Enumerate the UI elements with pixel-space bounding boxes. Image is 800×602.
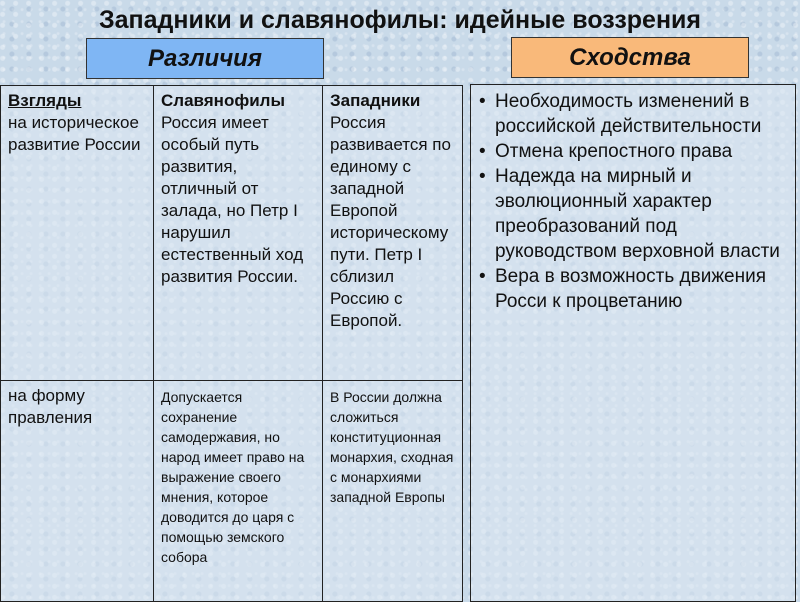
westerners-cell-history <box>323 86 463 381</box>
views-column-title: Взгляды <box>8 91 82 110</box>
views-cell-history <box>1 86 154 381</box>
views-cell-government <box>1 381 154 602</box>
westerners-text: Россия развивается по единому с западной Европой историческому пути. Петр I сблизил Россию с Европой. <box>330 113 451 330</box>
slavophiles-text: Допускается сохранение самодержавия, но народ имеет право на выражение своего мнения, которое доводится до царя с помощью земского собора <box>161 389 305 565</box>
similarities-header: Сходства <box>511 37 749 78</box>
topic-label: на форму правления <box>8 386 93 427</box>
list-item: • Необходимость изменений в российской действительности <box>479 91 762 137</box>
bullet-icon: • <box>479 166 486 187</box>
slide-title: Западники и славянофилы: идейные воззрения <box>98 6 702 34</box>
differences-header: Различия <box>86 38 324 79</box>
topic-label: на историческое развитие России <box>8 113 141 154</box>
westerners-text: В России должна сложиться конституционная монархия, сходная с монархиями западной Европы <box>330 389 454 505</box>
slavophiles-cell-government <box>154 381 323 602</box>
westerners-cell-government <box>323 381 463 602</box>
slavophiles-column-title: Славянофилы <box>161 91 285 110</box>
differences-table <box>0 85 463 602</box>
slavophiles-text: Россия имеет особый путь развития, отличный от залада, но Петр I нарушил естественный ход развития России. <box>161 113 304 286</box>
similarities-box <box>470 84 796 602</box>
list-item: • Надежда на мирный и эволюционный характер преобразований под руководством верховной власти <box>479 166 780 262</box>
list-item: • Вера в возможность движения Росси к процветанию <box>479 266 767 312</box>
slavophiles-cell-history <box>154 86 323 381</box>
bullet-icon: • <box>479 266 486 287</box>
table-row <box>1 381 463 602</box>
westerners-column-title: Западники <box>330 91 421 110</box>
bullet-icon: • <box>479 91 486 112</box>
similarities-list <box>471 85 795 314</box>
list-item: • Отмена крепостного права <box>479 141 733 162</box>
bullet-icon: • <box>479 141 486 162</box>
table-row <box>1 86 463 381</box>
